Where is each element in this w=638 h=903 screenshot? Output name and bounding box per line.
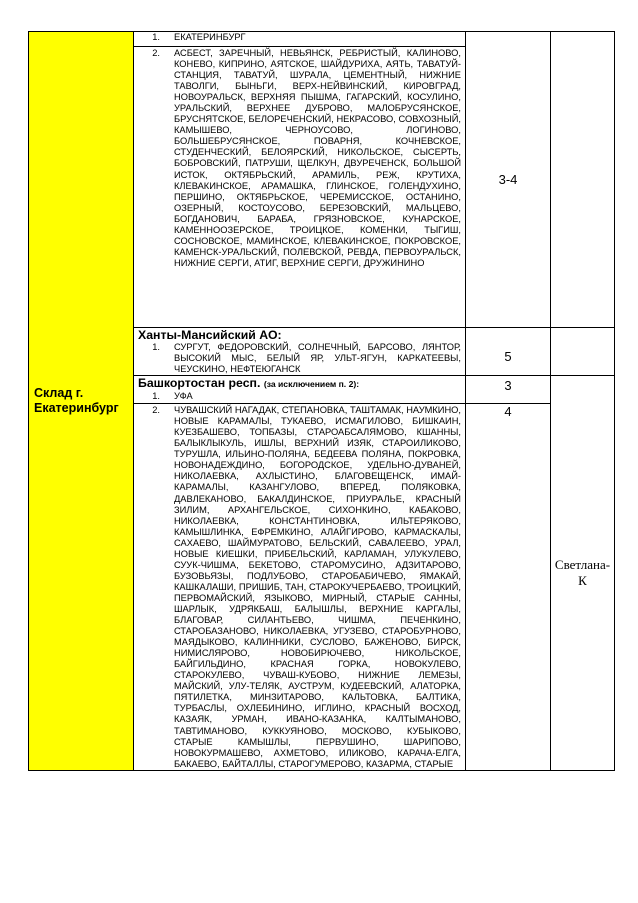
list-item [134, 47, 465, 269]
zone-cell [466, 328, 551, 376]
item-text: СУРГУТ, ФЕДОРОВСКИЙ, СОЛНЕЧНЫЙ, БАРСОВО, ЛЯНТОР, ВЫСОКИЙ МЫС, БЕЛЫЙ ЯР, УЛЬТ-ЯГУН, КАРКАТЕЕВЫ, ЧЕУСКИНО, НЕФТЕЮГАНСК [174, 342, 461, 375]
item-number: 2. [152, 48, 160, 58]
localities-cell [134, 376, 466, 404]
zone-value: 4 [504, 404, 512, 420]
store-cell [29, 32, 134, 771]
item-number: 1. [152, 391, 160, 402]
zone-value: 3 [504, 378, 512, 394]
manager-cell [551, 376, 615, 771]
list-item [134, 404, 465, 770]
list-item [134, 342, 465, 375]
item-number: 1. [152, 342, 160, 352]
region-heading: Ханты-Мансийский АО: [138, 328, 282, 342]
item-number: 1. [152, 32, 160, 42]
zone-cell [466, 32, 551, 328]
manager-name: Светлана-К [554, 556, 611, 588]
item-number: 2. [152, 405, 160, 416]
item-text: АСБЕСТ, ЗАРЕЧНЫЙ, НЕВЬЯНСК, РЕБРИСТЫЙ, КАЛИНОВО, КОНЕВО, КИПРИНО, АЯТСКОЕ, ШАЙДУРИХА, АЯТЬ, ТАВАТУЙ-СТАНЦИЯ, ТАВАТУЙ, ШУРАЛА, ЦЕМЕНТНЫЙ, НИЖНИЕ ТАВОЛГИ, БЫНЬГИ, ВЕРХ-НЕЙВИНСКИЙ, КИРОВГРАД, НОВОУРАЛЬСК, ВЕРХНЯЯ ПЫШМА, ГАГАРСКИЙ, КОСУЛИНО, УРАЛЬСКИЙ, ВЕРХНЕЕ ДУБРОВО, МАЛОБРУСЯНСКОЕ, БРУСНЯТСКОЕ, БЕЛОРЕЧЕНСКИЙ, НЕКРАСОВО, СОВХОЗНЫЙ, КАМЫШЕВО, ЧЕРНОУСОВО, ЛОГИНОВО, БОЛЬШЕБРУСЯНСКОЕ, ПОВАРНЯ, КОЧНЕВСКОЕ, СТУДЕНЧЕСКИЙ, БЕЛОЯРСКИЙ, НИКОЛЬСКОЕ, СЫСЕРТЬ, БОБРОВСКИЙ, ПАТРУШИ, ЩЕЛКУН, ДВУРЕЧЕНСК, БОЛЬШОЙ ИСТОК, ОКТЯБРЬСКИЙ, АРАМИЛЬ, РЕЖ, КРУТИХА, КЛЕВАКИНСКОЕ, АРАМАШКА, ГЛИНСКОЕ, ГОЛЕНДУХИНО, ПЕРШИНО, ОКТЯБРЬСКОЕ, ЧЕРЕМИССКОЕ, ОСТАНИНО, ОЗЕРНЫЙ, КОСТОУСОВО, БЕРЕЗОВСКИЙ, МАЛЬЦЕВО, БОГДАНОВИЧ, БАРАБА, ГРЯЗНОВСКОЕ, КУНАРСКОЕ, КАМЕННООЗЕРСКОЕ, ТРОИЦКОЕ, КОМЕНКИ, ТЫГИШ, СОСНОВСКОЕ, МАМИНСКОЕ, КЛЕВАКИНСКОЕ, ПОКРОВСКОЕ, КАМЕНСК-УРАЛЬСКИЙ, ПОЛЕВСКОЙ, РЕВДА, ПЕРВОУРАЛЬСК, НИЖНИЕ СЕРГИ, АТИГ, ВЕРХНИЕ СЕРГИ, ДРУЖИНИНО [174, 48, 461, 268]
zone-cell [466, 376, 551, 404]
item-text: ЕКАТЕРИНБУРГ [174, 32, 246, 42]
list-item [134, 32, 465, 43]
list-item [134, 391, 465, 402]
item-text: УФА [174, 391, 193, 402]
localities-cell [134, 47, 466, 328]
table-row [29, 32, 615, 47]
localities-cell [134, 328, 466, 376]
localities-cell [134, 404, 466, 771]
region-name: Башкортостан респ. [138, 376, 261, 391]
region-note: (за исключением п. 2): [263, 379, 360, 390]
region-heading [134, 376, 465, 391]
item-text: ЧУВАШСКИЙ НАГАДАК, СТЕПАНОВКА, ТАШТАМАК, НАУМКИНО, НОВЫЕ КАРАМАЛЫ, ТУКАЕВО, ИСМАГИЛОВО, БИШКАИН, КУЕЗБАШЕВО, ТОПБАЗЫ, СТАРОАБСАЛЯМОВО, КШАННЫ, БАЛЫКЛЫКУЛЬ, ИШЛЫ, ВЕРХНИЙ ИЗЯК, СТАРОИЛИКОВО, ТУРУШЛА, ИЛЬИНО-ПОЛЯНА, БЕДЕЕВА ПОЛЯНА, ПОКРОВКА, НОВОНАДЕЖДИНО, БОГОРОДСКОЕ, УДЕЛЬНО-ДУВАНЕЙ, НИКОЛАЕВКА, АХЛЫСТИНО, БЛАГОВЕЩЕНСК, ИМАЙ-КАРАМАЛЫ, КАЗАНГУЛОВО, ВПЕРЕД, ПОЛЯКОВКА, ДАВЛЕКАНОВО, БАКАЛДИНСКОЕ, ПРИУРАЛЬЕ, КРАСНЫЙ ЗИЛИМ, АРХАНГЕЛЬСКОЕ, СИХОНКИНО, КАБАКОВО, НИКОЛАЕВКА, КОНСТАНТИНОВКА, ИЛЬТЕРЯКОВО, КАМЫШЛИНКА, ЕФРЕМКИНО, АЛАЙГИРОВО, КАРМАСКАЛЫ, САХАЕВО, ШАЙМУРАТОВО, БЕЛЬСКИЙ, САВАЛЕЕВО, УРАЛ, НОВЫЕ КИЕШКИ, ПРИБЕЛЬСКИЙ, КАРЛАМАН, УЛУКУЛЕВО, СУУК-ЧИШМА, БЕКЕТОВО, СТАРОМУСИНО, АДЗИТАРОВО, БУЗОВЬЯЗЫ, ПОДЛУБОВО, СТАРОБАБИЧЕВО, ЯМАКАЙ, КАШКАЛАШИ, ПРИШИБ, ТАН, СТАРОКУЧЕРБАЕВО, ТРОИЦКИЙ, ПЕРВОМАЙСКИЙ, ЯЗЫКОВО, МИРНЫЙ, СТАРЫЕ САННЫ, ШАРЛЫК, УДРЯКБАШ, БАЛЫШЛЫ, ВЕРХНИЕ КАРГАЛЫ, БЛАГОВАР, СИЛАНТЬЕВО, ЧИШМА, ПЕЧЕНКИНО, СТАРОБАЗАНОВО, НИКОЛАЕВКА, УГУЗЕВО, СТАРОБУРНОВО, МАЯДЫКОВО, КАЛИННИКИ, СУСЛОВО, БАЖЕНОВО, БИРСК, НИМИСЛЯРОВО, НОВОБИРЮЧЕВО, НИКОЛЬСКОЕ, БАЙГИЛЬДИНО, КРАСНАЯ ГОРКА, НОВОКУЛЕВО, СТАРОКУЛЕВО, ЧУВАШ-КУБОВО, НИЖНИЕ ЛЕМЕЗЫ, МАЙСКИЙ, УЛУ-ТЕЛЯК, АУСТРУМ, КУДЕЕВСКИЙ, АЛАТОРКА, ПЯТИЛЕТКА, МИНЗИТАРОВО, КАЛЬТОВКА, БАЛТИКА, ТУРБАСЛЫ, ОХЛЕБИНИНО, ИГЛИНО, КРАСНЫЙ ВОСХОД, КАЗАЯК, УРМАН, ИВАНО-КАЗАНКА, КАЛТЫМАНОВО, ТАВТИМАНОВО, КУККУЯНОВО, МОСКОВО, КУБЫКОВО, СТАРЫЕ КАМЫШЛЫ, ПЕРВУШИНО, ШАРИПОВО, НОВОКУРМАШЕВО, АХМЕТОВО, ИЛИКОВО, КАРАЧА-ЕЛГА, БАКАЕВО, БАЙТАЛЛЫ, СТАРОГУМЕРОВО, КАЗАРМА, СТАРЫЕ [174, 405, 461, 769]
localities-cell [134, 32, 466, 47]
zone-value: 3-4 [498, 172, 518, 187]
manager-cell-empty [551, 328, 615, 376]
zone-value: 5 [504, 349, 512, 365]
manager-cell-empty [551, 32, 615, 328]
zone-cell [466, 404, 551, 771]
store-name: Склад г. Екатеринбург [34, 385, 119, 415]
delivery-zones-table [28, 31, 615, 771]
